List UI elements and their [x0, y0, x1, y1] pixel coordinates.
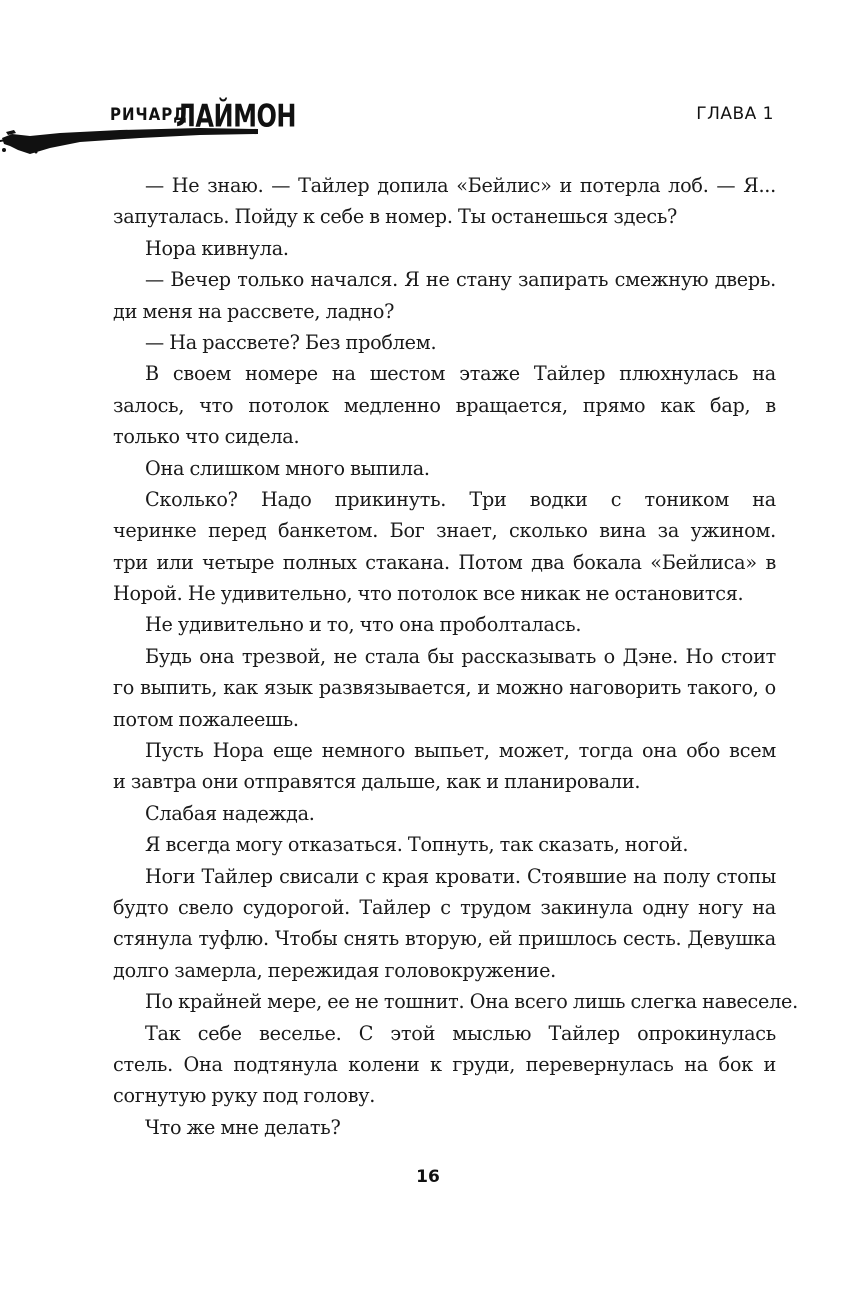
- text-line: Я всегда могу отказаться. Топнуть, так сказать, ногой.: [145, 833, 689, 857]
- author-first-name: РИЧАРД: [110, 103, 188, 125]
- text-line: — Не знаю. — Тайлер допила «Бейлис» и потерла лоб. — Я...: [145, 174, 776, 197]
- text-line: и завтра они отправятся дальше, как и планировали.: [113, 770, 641, 794]
- text-line: Ноги Тайлер свисали с края кровати. Стоявшие на полу стопы: [145, 864, 776, 888]
- text-line: Не удивительно и то, что она проболталась.: [145, 613, 582, 637]
- author-last-name: ЛАЙМОН: [176, 98, 296, 135]
- text-line: По крайней мере, ее не тошнит. Она всего лишь слегка навеселе.: [145, 990, 799, 1014]
- text-line: В своем номере на шестом этаже Тайлер плюхнулась на: [145, 362, 776, 386]
- text-line: долго замерла, пережидая головокружение.: [113, 958, 557, 982]
- text-line: го выпить, как язык развязывается, и можно наговорить такого, о: [113, 676, 776, 700]
- text-line: стель. Она подтянула колени к груди, перевернулась на бок и: [113, 1052, 776, 1076]
- text-line: ди меня на рассвете, ладно?: [113, 299, 395, 323]
- body-text: [113, 170, 799, 1143]
- running-header: [0, 96, 856, 156]
- text-line: стянула туфлю. Чтобы снять вторую, ей пришлось сесть. Девушка: [113, 927, 776, 951]
- text-line: Норой. Не удивительно, что потолок все никак не остановится.: [113, 582, 744, 606]
- text-line: Сколько? Надо прикинуть. Три водки с тоником на: [145, 487, 776, 511]
- text-line: Будь она трезвой, не стала бы рассказывать о Дэне. Но стоит: [145, 644, 776, 668]
- text-line: согнутую руку под голову.: [113, 1084, 376, 1108]
- text-line: Так себе веселье. С этой мыслью Тайлер опрокинулась: [145, 1021, 776, 1045]
- text-line: — На рассвете? Без проблем.: [145, 330, 437, 354]
- page-number: 16: [416, 1167, 440, 1187]
- text-line: Пусть Нора еще немного выпьет, может, тогда она обо всем: [145, 739, 776, 763]
- text-line: потом пожалеешь.: [113, 707, 299, 731]
- text-line: Нора кивнула.: [145, 236, 289, 260]
- text-line: Слабая надежда.: [145, 801, 315, 825]
- text-line: Она слишком много выпила.: [145, 456, 430, 480]
- text-line: запуталась. Пойду к себе в номер. Ты останешься здесь?: [113, 205, 678, 229]
- text-line: будто свело судорогой. Тайлер с трудом закинула одну ногу на: [113, 895, 776, 919]
- chapter-label: ГЛАВА 1: [696, 104, 774, 124]
- text-line: только что сидела.: [113, 425, 300, 449]
- text-line: три или четыре полных стакана. Потом два бокала «Бейлиса» в: [113, 550, 776, 574]
- text-line: залось, что потолок медленно вращается, прямо как бар, в: [113, 393, 776, 417]
- text-line: черинке перед банкетом. Бог знает, сколько вина за ужином.: [113, 519, 776, 543]
- text-line: — Вечер только начался. Я не стану запирать смежную дверь.: [145, 268, 776, 292]
- text-line: Что же мне делать?: [145, 1115, 341, 1139]
